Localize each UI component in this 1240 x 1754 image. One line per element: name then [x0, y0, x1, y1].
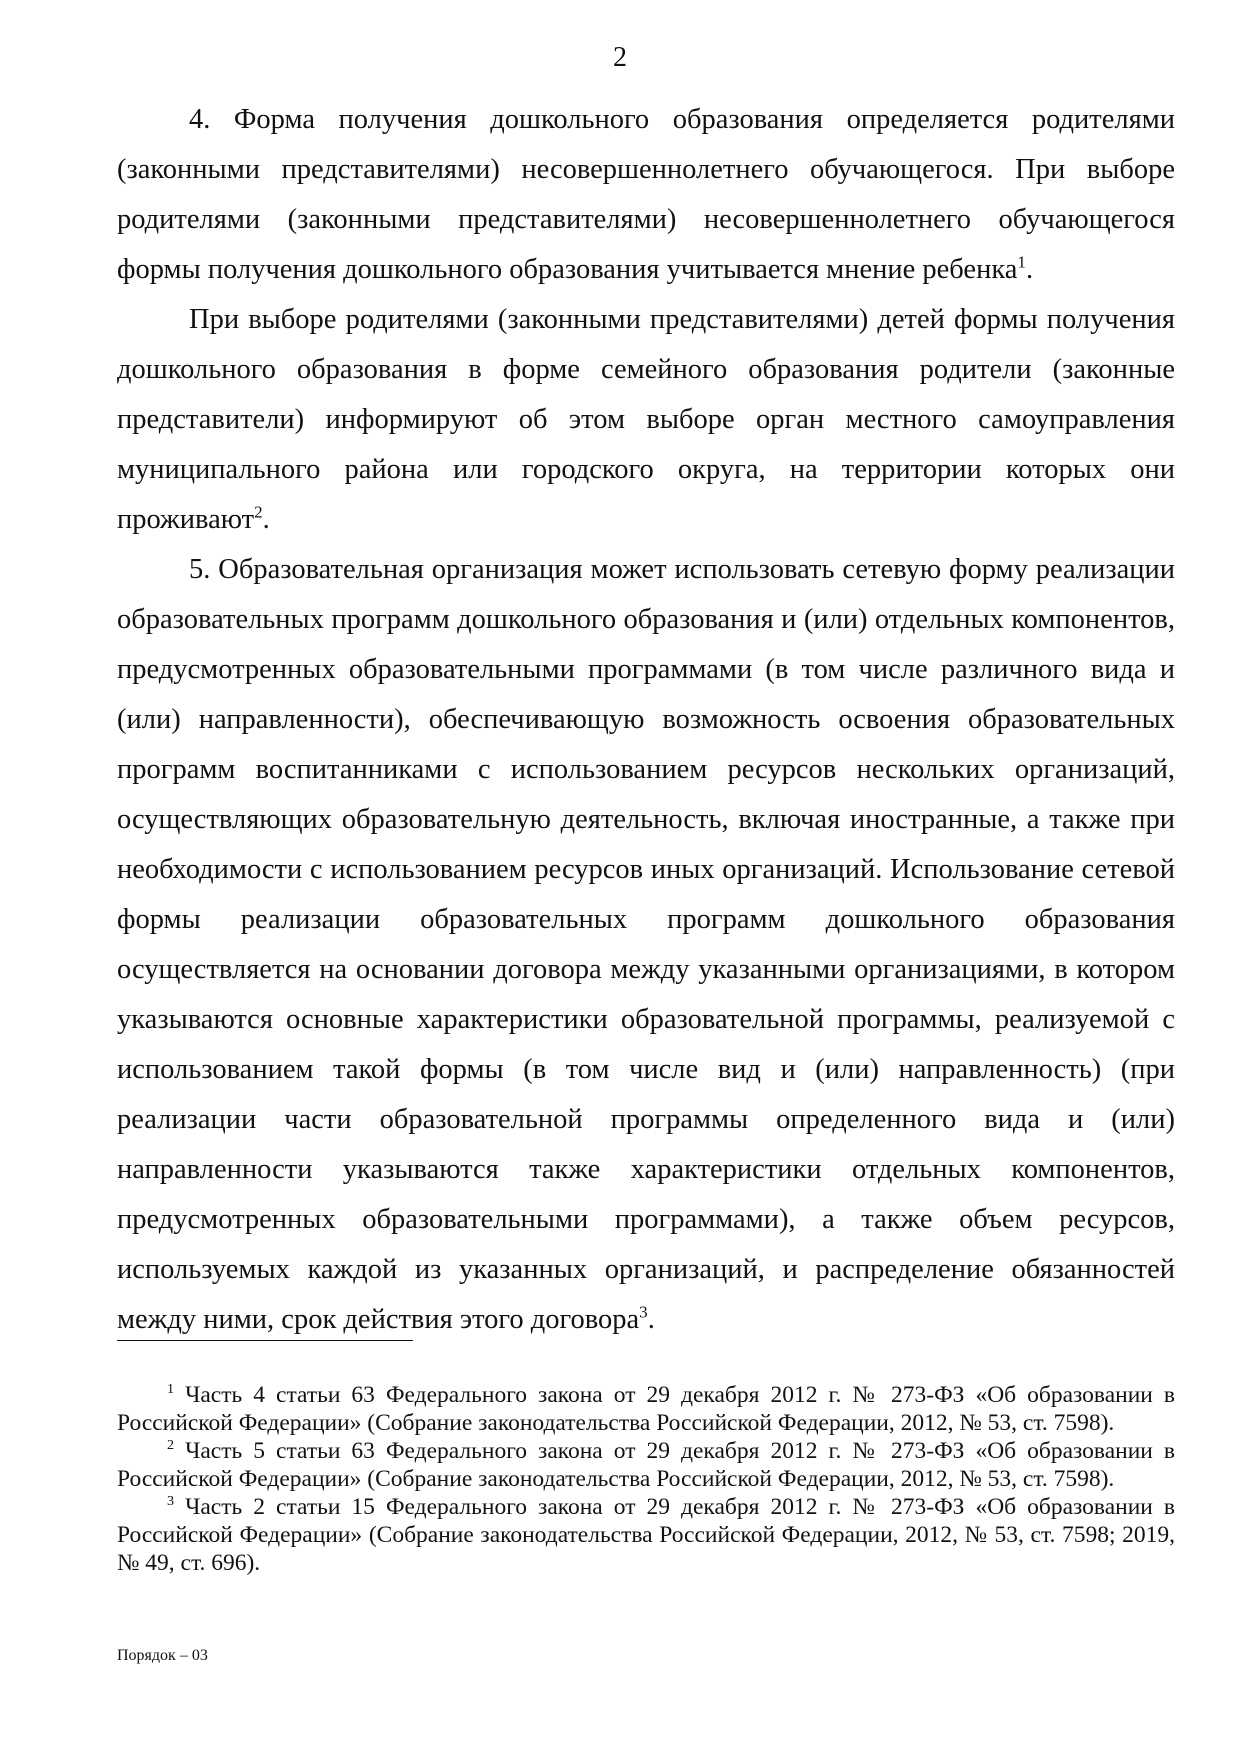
- footnote-mark: 2: [167, 1437, 175, 1454]
- footnote-separator: [117, 1340, 413, 1341]
- footnotes: [117, 1381, 1175, 1577]
- paragraph-text: 4. Форма получения дошкольного образования определяется родителями (законными представителями) несовершеннолетнего обучающегося. При выборе родителями (законными представителями) несовершеннолетнего обучающегося формы получения дошкольного образования учитывается мнение ребенка: [117, 104, 1175, 285]
- paragraph-text: При выборе родителями (законными представителями) детей формы получения дошкольного образования в форме семейного образования родители (законные представители) информируют об этом выборе орган местного самоуправления муниципального района или городского округа, на территории которых они проживают: [117, 304, 1175, 535]
- paragraph-item-4: [117, 95, 1175, 295]
- footnote-3: [117, 1493, 1175, 1577]
- document-code: Порядок – 03: [117, 1647, 208, 1664]
- paragraph-family-education: [117, 295, 1175, 545]
- footnote-mark: 3: [167, 1493, 175, 1510]
- page-number: 2: [613, 42, 627, 73]
- body-text: [117, 95, 1175, 1345]
- footnote-text: Часть 2 статьи 15 Федерального закона от 29 декабря 2012 г. № 273-ФЗ «Об образовании в Российской Федерации» (Собрание законодательства Российской Федерации, 2012, № 53, ст. 7598; 2019, № 49, ст. 696).: [117, 1494, 1176, 1576]
- footnote-2: [117, 1437, 1175, 1493]
- paragraph-text: 5. Образовательная организация может использовать сетевую форму реализации образовательных программ дошкольного образования и (или) отдельных компонентов, предусмотренных образовательными программами (в том числе различного вида и (или) направленности), обеспечивающую возможность освоения образовательных программ воспитанниками с использованием ресурсов нескольких организаций, осуществляющих образовательную деятельность, включая иностранные, а также при необходимости с использованием ресурсов иных организаций. Использование сетевой формы реализации образовательных программ дошкольного образования осуществляется на основании договора между указанными организациями, в котором указываются основные характеристики образовательной программы, реализуемой с использованием такой формы (в том числе вид и (или) направленность) (при реализации части образовательной программы определенного вида и (или) направленности указываются также характеристики отдельных компонентов, предусмотренных образовательными программами), а также объем ресурсов, используемых каждой из указанных организаций, и распределение обязанностей между ними, срок действия этого договора: [117, 554, 1175, 1335]
- footnote-text: Часть 4 статьи 63 Федерального закона от 29 декабря 2012 г. № 273-ФЗ «Об образовании в Российской Федерации» (Собрание законодательства Российской Федерации, 2012, № 53, ст. 7598).: [117, 1382, 1176, 1436]
- footnote-mark: 1: [167, 1381, 175, 1398]
- footnote-text: Часть 5 статьи 63 Федерального закона от 29 декабря 2012 г. № 273-ФЗ «Об образовании в Российской Федерации» (Собрание законодательства Российской Федерации, 2012, № 53, ст. 7598).: [117, 1438, 1176, 1492]
- paragraph-tail: .: [262, 504, 270, 535]
- footnote-ref: 2: [254, 502, 263, 522]
- paragraph-tail: .: [1025, 254, 1034, 285]
- paragraph-item-5: [117, 545, 1175, 1345]
- footnote-1: [117, 1381, 1175, 1437]
- footnote-ref: 1: [1017, 252, 1026, 272]
- footnote-ref: 3: [639, 1302, 648, 1322]
- paragraph-tail: .: [647, 1304, 655, 1335]
